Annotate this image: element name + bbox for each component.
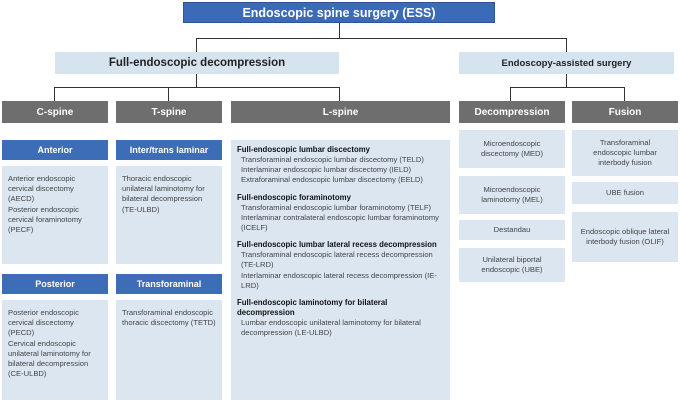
- cspine-posterior-header: Posterior: [2, 274, 108, 294]
- cspine-header: C-spine: [2, 101, 108, 123]
- connector-root-down: [339, 22, 340, 39]
- lspine-section-item: Interlaminar contralateral endoscopic lumbar foraminotomy (ICELF): [241, 212, 439, 233]
- connector-to-lspine: [339, 87, 340, 101]
- fusion-item: Transforaminal endoscopic lumbar interbody fusion: [572, 130, 678, 176]
- connector-endo-assisted-down: [566, 73, 567, 87]
- lspine-section-item: Interlaminar endoscopic lateral recess decompression (IE-LRD): [241, 270, 437, 290]
- decompression-header: Decompression: [459, 101, 565, 123]
- lspine-section: [237, 298, 444, 338]
- tspine-inter-header: Inter/trans laminar: [116, 140, 222, 160]
- tspine-inter-box: [116, 166, 222, 264]
- decompression-item: Unilateral biportal endoscopic (UBE): [459, 248, 565, 282]
- tspine-inter-text: Thoracic endoscopic unilateral laminotomy for bilateral decompression (TE-ULBD): [122, 174, 205, 214]
- tspine-header: T-spine: [116, 101, 222, 123]
- connector-full-endo-down: [196, 73, 197, 87]
- lspine-header: L-spine: [231, 101, 450, 123]
- decompression-item: Destandau: [459, 220, 565, 240]
- lspine-section-title: Full-endoscopic lumbar discectomy: [237, 145, 371, 154]
- lspine-section: [237, 145, 444, 186]
- root-node: Endoscopic spine surgery (ESS): [183, 2, 495, 23]
- tspine-trans-text: Transforaminal endoscopic thoracic discectomy (TETD): [122, 308, 216, 328]
- decompression-item: Microendoscopic laminotomy (MEL): [459, 176, 565, 214]
- tspine-trans-box: [116, 300, 222, 400]
- lspine-section-item: Transforaminal endoscopic lateral recess decompression (TE-LRD): [241, 250, 433, 270]
- lspine-section: [237, 193, 444, 234]
- fusion-header: Fusion: [572, 101, 678, 123]
- connector-to-endo-assisted: [566, 38, 567, 52]
- lspine-section: [237, 240, 444, 291]
- cspine-anterior-header: Anterior: [2, 140, 108, 160]
- lspine-section-title: Full-endoscopic foraminotomy: [237, 192, 351, 202]
- connector-to-decompression: [510, 87, 511, 101]
- lspine-section-item: Transforaminal endoscopic lumbar foraminotomy (TELF): [241, 202, 432, 212]
- connector-endo-bar: [510, 87, 625, 88]
- cspine-anterior-box: [2, 166, 108, 264]
- connector-level1-bar: [196, 38, 567, 39]
- connector-to-tspine: [168, 87, 169, 101]
- lspine-section-item: Transforaminal endoscopic lumbar discectomy (TELD): [241, 155, 424, 164]
- full-endoscopic-decompression-node: Full-endoscopic decompression: [55, 52, 339, 74]
- lspine-section-item: Interlaminar endoscopic lumbar discectomy (IELD): [241, 165, 412, 175]
- cspine-anterior-text: Anterior endoscopic cervical discectomy (AECD) Posterior endoscopic cervical foraminotomy (PECF): [8, 174, 82, 235]
- fusion-item: Endoscopic oblique lateral interbody fusion (OLIF): [572, 212, 678, 262]
- decompression-item: Microendoscopic discectomy (MED): [459, 130, 565, 168]
- connector-to-full-endo: [196, 38, 197, 52]
- connector-to-fusion: [624, 87, 625, 101]
- cspine-posterior-text: Posterior endoscopic cervical discectomy (PECD) Cervical endoscopic unilateral laminotomy for bilateral decompression (CE-ULBD): [8, 308, 91, 379]
- connector-to-cspine: [54, 87, 55, 101]
- lspine-section-title: Full-endoscopic lumbar lateral recess decompression: [237, 240, 437, 250]
- lspine-section-item: Extraforaminal endoscopic lumbar discectomy (EELD): [241, 175, 423, 185]
- endoscopy-assisted-surgery-node: Endoscopy-assisted surgery: [459, 52, 674, 74]
- lspine-box: [231, 140, 450, 400]
- connector-spine-bar: [54, 87, 340, 88]
- fusion-item: UBE fusion: [572, 182, 678, 204]
- lspine-content: [231, 140, 450, 350]
- lspine-section-title: Full-endoscopic laminotomy for bilateral decompression: [237, 298, 388, 318]
- lspine-section-item: Lumbar endoscopic unilateral laminotomy for bilateral decompression (LE-ULBD): [241, 318, 421, 338]
- tspine-trans-header: Transforaminal: [116, 274, 222, 294]
- cspine-posterior-box: [2, 300, 108, 400]
